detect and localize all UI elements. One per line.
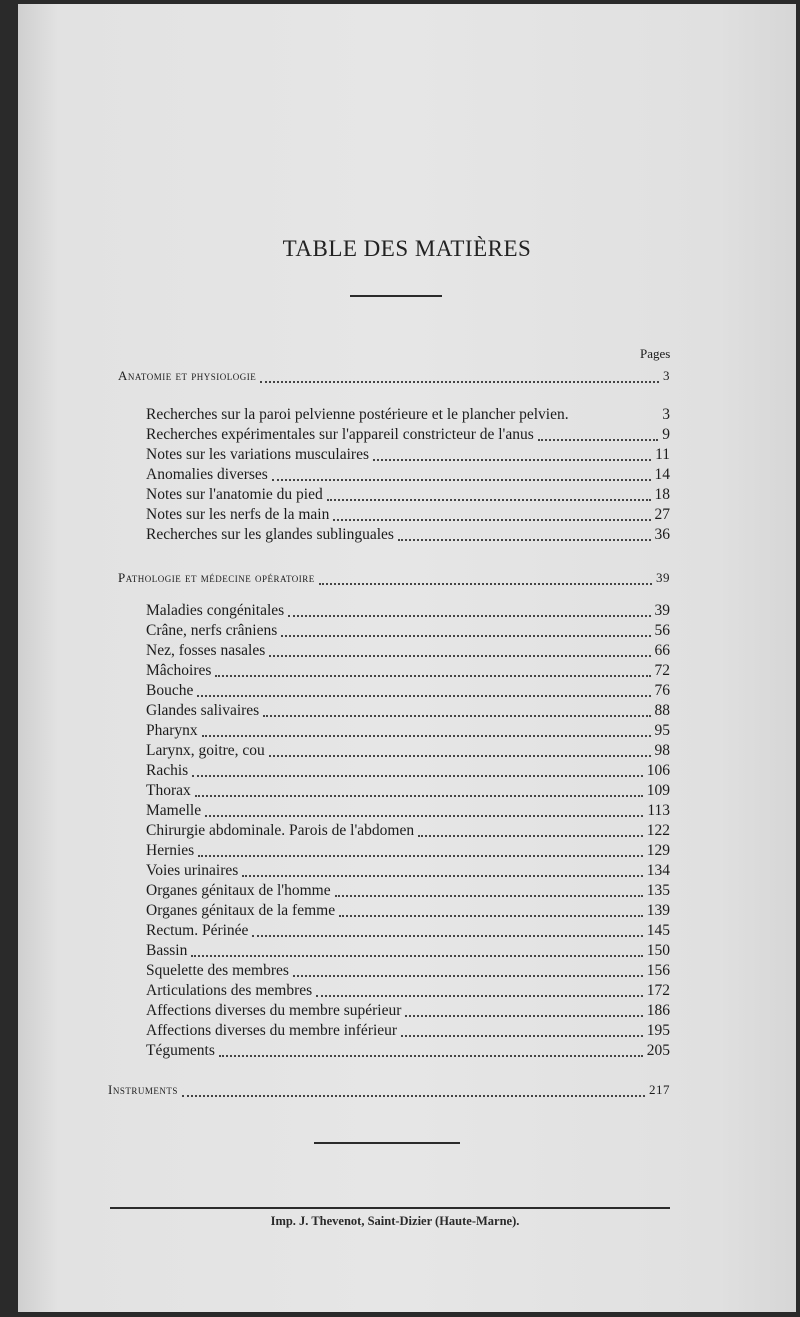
toc-entry — [146, 426, 670, 446]
toc-page-number: 39 — [656, 570, 670, 585]
dot-leader — [197, 695, 650, 697]
toc-page-number: 113 — [647, 802, 670, 819]
dot-leader — [316, 995, 643, 997]
toc-entry — [146, 446, 670, 466]
page-title: TABLE DES MATIÈRES — [282, 236, 532, 261]
printer-imprint: Imp. J. Thevenot, Saint-Dizier (Haute-Marne). — [270, 1214, 520, 1228]
toc-page-number: 98 — [654, 742, 670, 759]
toc-entry — [146, 1002, 670, 1022]
toc-section — [118, 368, 670, 388]
toc-entry-label: Larynx, goitre, cou — [146, 742, 265, 759]
toc-entry-label: Pharynx — [146, 722, 198, 739]
dot-leader — [281, 635, 650, 637]
dot-leader — [252, 935, 642, 937]
toc-section-title: Instruments — [108, 1082, 178, 1097]
toc-entry-label: Bouche — [146, 682, 194, 699]
dot-leader — [538, 439, 658, 441]
dot-leader — [182, 1095, 645, 1097]
toc-page-number: 129 — [646, 842, 670, 859]
dot-leader — [219, 1055, 643, 1057]
dot-leader — [327, 499, 651, 501]
toc-page-number: 109 — [646, 782, 670, 799]
toc-page-number: 39 — [654, 602, 670, 619]
toc-entry — [146, 802, 670, 822]
toc-entry — [146, 662, 670, 682]
pages-column-header: Pages — [640, 346, 671, 361]
dot-leader — [198, 855, 643, 857]
toc-entry-label: Voies urinaires — [146, 862, 239, 879]
toc-page-number: 195 — [646, 1022, 670, 1039]
toc-page-number: 27 — [654, 506, 670, 523]
toc-section — [108, 1082, 670, 1102]
toc-entry-label: Affections diverses du membre inférieur — [146, 1022, 398, 1039]
toc-page-number: 145 — [646, 922, 670, 939]
toc-entry — [146, 862, 670, 882]
toc-entry — [146, 486, 670, 506]
toc-entry — [146, 722, 670, 742]
toc-page-number: 66 — [654, 642, 670, 659]
toc-page-number: 139 — [646, 902, 670, 919]
dot-leader — [269, 655, 650, 657]
toc-entry-label: Organes génitaux de l'homme — [146, 882, 331, 899]
toc-page-number: 150 — [646, 942, 670, 959]
dot-leader — [215, 675, 650, 677]
toc-entry-label: Affections diverses du membre supérieur — [146, 1002, 402, 1019]
dot-leader — [339, 915, 643, 917]
toc-entry — [146, 882, 670, 902]
toc-entry — [146, 982, 670, 1002]
toc-entry-label: Recherches sur les glandes sublinguales — [146, 526, 394, 543]
title-rule — [350, 295, 442, 297]
toc-entry — [146, 962, 670, 982]
dot-leader — [398, 539, 651, 541]
toc-entry-label: Mamelle — [146, 802, 202, 819]
toc-entry-label: Nez, fosses nasales — [146, 642, 266, 659]
toc-entry-label: Notes sur l'anatomie du pied — [146, 486, 323, 503]
toc-page-number: 106 — [646, 762, 670, 779]
toc-page-number: 134 — [646, 862, 670, 879]
toc-entry-label: Recherches sur la paroi pelvienne postérieure et le plancher pelvien. — [146, 406, 569, 423]
end-rule — [314, 1142, 460, 1144]
toc-entry-label: Rectum. Périnée — [146, 922, 249, 939]
toc-section-title: Anatomie et physiologie — [118, 368, 257, 383]
toc-entry-label: Notes sur les nerfs de la main — [146, 506, 330, 523]
toc-entry — [146, 742, 670, 762]
dot-leader — [269, 755, 651, 757]
toc-entry — [146, 526, 670, 546]
toc-page-number: 186 — [646, 1002, 670, 1019]
toc-page-number: 3 — [662, 406, 670, 423]
toc-entry-label: Maladies congénitales — [146, 602, 285, 619]
toc-entry-label: Hernies — [146, 842, 195, 859]
dot-leader — [293, 975, 643, 977]
dot-leader — [373, 459, 651, 461]
toc-entry-label: Recherches expérimentales sur l'appareil constricteur de l'anus — [146, 426, 534, 443]
toc-entry-label: Articulations des membres — [146, 982, 313, 999]
toc-entry — [146, 702, 670, 722]
toc-entry-label: Rachis — [146, 762, 189, 779]
toc-entry-label: Glandes salivaires — [146, 702, 260, 719]
dot-leader — [263, 715, 650, 717]
dot-leader — [242, 875, 642, 877]
toc-entry — [146, 1042, 670, 1062]
toc-page-number: 156 — [646, 962, 670, 979]
dot-leader — [405, 1015, 642, 1017]
toc-entry-label: Notes sur les variations musculaires — [146, 446, 369, 463]
toc-page-number: 72 — [654, 662, 670, 679]
toc-entry — [146, 902, 670, 922]
toc-entry — [146, 406, 670, 426]
toc-entry — [146, 682, 670, 702]
toc-entry — [146, 942, 670, 962]
toc-page-number: 18 — [654, 486, 670, 503]
toc-page-number: 11 — [655, 446, 670, 463]
dot-leader — [401, 1035, 643, 1037]
toc-entry-label: Bassin — [146, 942, 188, 959]
toc-entry-label: Squelette des membres — [146, 962, 289, 979]
toc-entry — [146, 642, 670, 662]
toc-entry — [146, 822, 670, 842]
document-page — [18, 4, 796, 1312]
toc-page-number: 88 — [654, 702, 670, 719]
toc-entry-label: Anomalies diverses — [146, 466, 268, 483]
dot-leader — [192, 775, 643, 777]
dot-leader — [195, 795, 643, 797]
toc-entry-label: Mâchoires — [146, 662, 212, 679]
toc-entry-label: Crâne, nerfs crâniens — [146, 622, 278, 639]
toc-page-number: 9 — [662, 426, 670, 443]
dot-leader — [272, 479, 651, 481]
toc-entry — [146, 922, 670, 942]
toc-entry — [146, 782, 670, 802]
toc-page-number: 56 — [654, 622, 670, 639]
toc-page-number: 217 — [649, 1082, 670, 1097]
toc-section — [118, 570, 670, 590]
toc-entry-label: Organes génitaux de la femme — [146, 902, 336, 919]
toc-page-number: 122 — [646, 822, 670, 839]
toc-entry — [146, 622, 670, 642]
toc-page-number: 3 — [663, 368, 670, 383]
dot-leader — [418, 835, 643, 837]
toc-page-number: 95 — [654, 722, 670, 739]
toc-entry — [146, 762, 670, 782]
dot-leader — [205, 815, 643, 817]
toc-entry — [146, 602, 670, 622]
toc-entry-label: Chirurgie abdominale. Parois de l'abdomen — [146, 822, 415, 839]
toc-entry-label: Téguments — [146, 1042, 215, 1059]
toc-entry-label: Thorax — [146, 782, 191, 799]
toc-page-number: 36 — [654, 526, 670, 543]
toc-page-number: 14 — [654, 466, 670, 483]
dot-leader — [260, 381, 659, 383]
toc-page-number: 76 — [654, 682, 670, 699]
dot-leader — [288, 615, 650, 617]
toc-page-number: 135 — [646, 882, 670, 899]
toc-page-number: 172 — [646, 982, 670, 999]
dot-leader — [335, 895, 643, 897]
toc-entry — [146, 466, 670, 486]
toc-section-title: Pathologie et médecine opératoire — [118, 570, 315, 585]
toc-page-number: 205 — [646, 1042, 670, 1059]
dot-leader — [202, 735, 651, 737]
toc-entry — [146, 1022, 670, 1042]
toc-entry — [146, 506, 670, 526]
toc-entry — [146, 842, 670, 862]
imprint-rule — [110, 1207, 670, 1209]
dot-leader — [319, 583, 652, 585]
dot-leader — [333, 519, 650, 521]
dot-leader — [191, 955, 642, 957]
